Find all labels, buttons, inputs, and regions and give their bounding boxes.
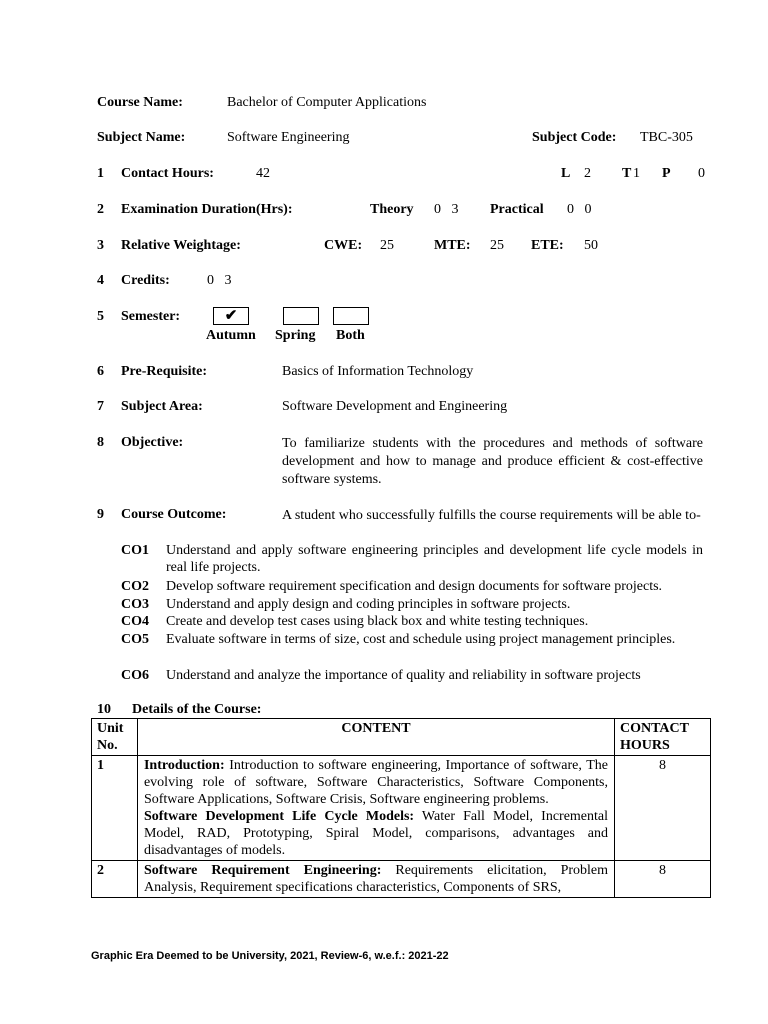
content-header: CONTENT bbox=[137, 719, 614, 756]
semester-spring-checkbox[interactable] bbox=[283, 307, 319, 325]
practical-duration-label: Practical bbox=[490, 202, 544, 217]
mte-value: 25 bbox=[490, 238, 504, 253]
course-outcome-item bbox=[121, 667, 703, 684]
practical-value: 0 bbox=[698, 166, 705, 181]
table-header-row bbox=[92, 719, 711, 756]
lecture-value: 2 bbox=[584, 166, 591, 181]
course-outcome-id: CO3 bbox=[121, 597, 149, 612]
unit-hours: 8 bbox=[615, 756, 711, 861]
item-number: 6 bbox=[97, 364, 104, 379]
contact-hours-label: Contact Hours: bbox=[121, 166, 214, 181]
course-name-value: Bachelor of Computer Applications bbox=[227, 95, 427, 110]
theory-value: 0 3 bbox=[434, 202, 459, 217]
contact-hours-value: 42 bbox=[256, 166, 270, 181]
course-outcome-text: Understand and apply software engineering principles and development life cycle models in real life projects. bbox=[166, 543, 703, 575]
course-outcome-intro: A student who successfully fulfills the course requirements will be able to- bbox=[282, 508, 701, 523]
course-outcome-item bbox=[121, 578, 703, 595]
course-name-label: Course Name: bbox=[97, 95, 183, 110]
unit-topic-title: Introduction: bbox=[143, 758, 225, 773]
practical-duration-value: 0 0 bbox=[567, 202, 592, 217]
ete-value: 50 bbox=[584, 238, 598, 253]
lecture-label: L bbox=[561, 166, 571, 181]
unit-topic-title: Software Development Life Cycle Models: bbox=[143, 809, 415, 824]
semester-label: Semester: bbox=[121, 309, 181, 324]
unit-topic bbox=[144, 808, 608, 859]
practical-label: P bbox=[662, 166, 671, 181]
unit-topic-title: Software Requirement Engineering: bbox=[143, 863, 382, 878]
subject-code-label: Subject Code: bbox=[532, 130, 617, 145]
semester-both-label: Both bbox=[336, 328, 365, 343]
subject-code-value: TBC-305 bbox=[640, 130, 693, 145]
course-outcome-item bbox=[121, 542, 703, 576]
semester-both-checkbox[interactable] bbox=[333, 307, 369, 325]
unit-content bbox=[137, 861, 614, 898]
item-number: 9 bbox=[97, 507, 104, 522]
table-row bbox=[92, 861, 711, 898]
unit-no-header: Unit No. bbox=[92, 719, 138, 756]
unit-topic bbox=[144, 862, 608, 896]
unit-hours: 8 bbox=[615, 861, 711, 898]
course-outcome-item bbox=[121, 631, 703, 648]
page-footer: Graphic Era Deemed to be University, 2021, Review-6, w.e.f.: 2021-22 bbox=[91, 950, 449, 962]
mte-label: MTE: bbox=[434, 238, 471, 253]
check-mark-icon: ✔ bbox=[224, 308, 238, 324]
objective-label: Objective: bbox=[121, 435, 184, 450]
semester-autumn-label: Autumn bbox=[206, 328, 256, 343]
unit-number: 1 bbox=[92, 756, 138, 861]
item-number: 2 bbox=[97, 202, 104, 217]
credits-value: 0 3 bbox=[207, 273, 232, 288]
prerequisite-label: Pre-Requisite: bbox=[121, 364, 208, 379]
exam-duration-label: Examination Duration(Hrs): bbox=[121, 202, 293, 217]
course-outcome-id: CO6 bbox=[121, 668, 149, 683]
contact-hours-header: CONTACT HOURS bbox=[615, 719, 711, 756]
details-heading: Details of the Course: bbox=[132, 702, 262, 717]
course-outcome-id: CO4 bbox=[121, 614, 149, 629]
semester-autumn-checkbox[interactable] bbox=[213, 307, 249, 325]
semester-spring-label: Spring bbox=[275, 328, 316, 343]
prerequisite-value: Basics of Information Technology bbox=[282, 364, 474, 379]
unit-topic-text: Water Fall Model, Incremental Model, RAD, Prototyping, Spiral Model, comparisons, advantages and disadvantages of models. bbox=[143, 809, 609, 858]
course-outcome-id: CO5 bbox=[121, 632, 149, 647]
unit-content bbox=[137, 756, 614, 861]
weightage-label: Relative Weightage: bbox=[121, 238, 241, 253]
subject-name-value: Software Engineering bbox=[227, 130, 350, 145]
course-outcome-id: CO2 bbox=[121, 579, 149, 594]
course-outcome-text: Understand and apply design and coding principles in software projects. bbox=[166, 597, 571, 612]
unit-topic-text: Introduction to software engineering, Importance of software, The evolving role of software, Software Characteristics, Software Components, Software Applications, Software Crisis, Software engineering problems. bbox=[143, 758, 609, 807]
tutorial-value: 1 bbox=[633, 166, 640, 181]
cwe-label: CWE: bbox=[324, 238, 363, 253]
objective-value: To familiarize students with the procedures and methods of software development and how to manage and produce efficient & cost-effective software systems. bbox=[282, 436, 703, 487]
course-outcome-text: Develop software requirement specification and design documents for software projects. bbox=[166, 579, 663, 594]
course-details-table bbox=[91, 718, 711, 898]
item-number: 4 bbox=[97, 273, 104, 288]
unit-number: 2 bbox=[92, 861, 138, 898]
subject-area-value: Software Development and Engineering bbox=[282, 399, 508, 414]
course-outcome-text: Create and develop test cases using black box and white testing techniques. bbox=[166, 614, 589, 629]
ete-label: ETE: bbox=[531, 238, 564, 253]
course-outcome-text: Understand and analyze the importance of quality and reliability in software projects bbox=[166, 668, 641, 683]
item-number: 7 bbox=[97, 399, 104, 414]
course-outcome-text: Evaluate software in terms of size, cost and schedule using project management principles. bbox=[166, 632, 676, 647]
theory-label: Theory bbox=[370, 202, 414, 217]
unit-topic-text: Requirements elicitation, Problem Analysis, Requirement specifications characteristics, Components of SRS, bbox=[143, 863, 609, 895]
cwe-value: 25 bbox=[380, 238, 394, 253]
course-outcome-item bbox=[121, 596, 703, 613]
item-number: 5 bbox=[97, 309, 104, 324]
course-outcome-id: CO1 bbox=[121, 543, 149, 558]
subject-area-label: Subject Area: bbox=[121, 399, 203, 414]
table-row bbox=[92, 756, 711, 861]
course-outcome-label: Course Outcome: bbox=[121, 507, 227, 522]
subject-name-label: Subject Name: bbox=[97, 130, 186, 145]
item-number: 8 bbox=[97, 435, 104, 450]
unit-topic bbox=[144, 757, 608, 808]
item-number: 3 bbox=[97, 238, 104, 253]
credits-label: Credits: bbox=[121, 273, 170, 288]
item-number: 1 bbox=[97, 166, 104, 181]
course-outcome-item bbox=[121, 613, 703, 630]
tutorial-label: T bbox=[622, 166, 632, 181]
item-number: 10 bbox=[97, 702, 111, 717]
